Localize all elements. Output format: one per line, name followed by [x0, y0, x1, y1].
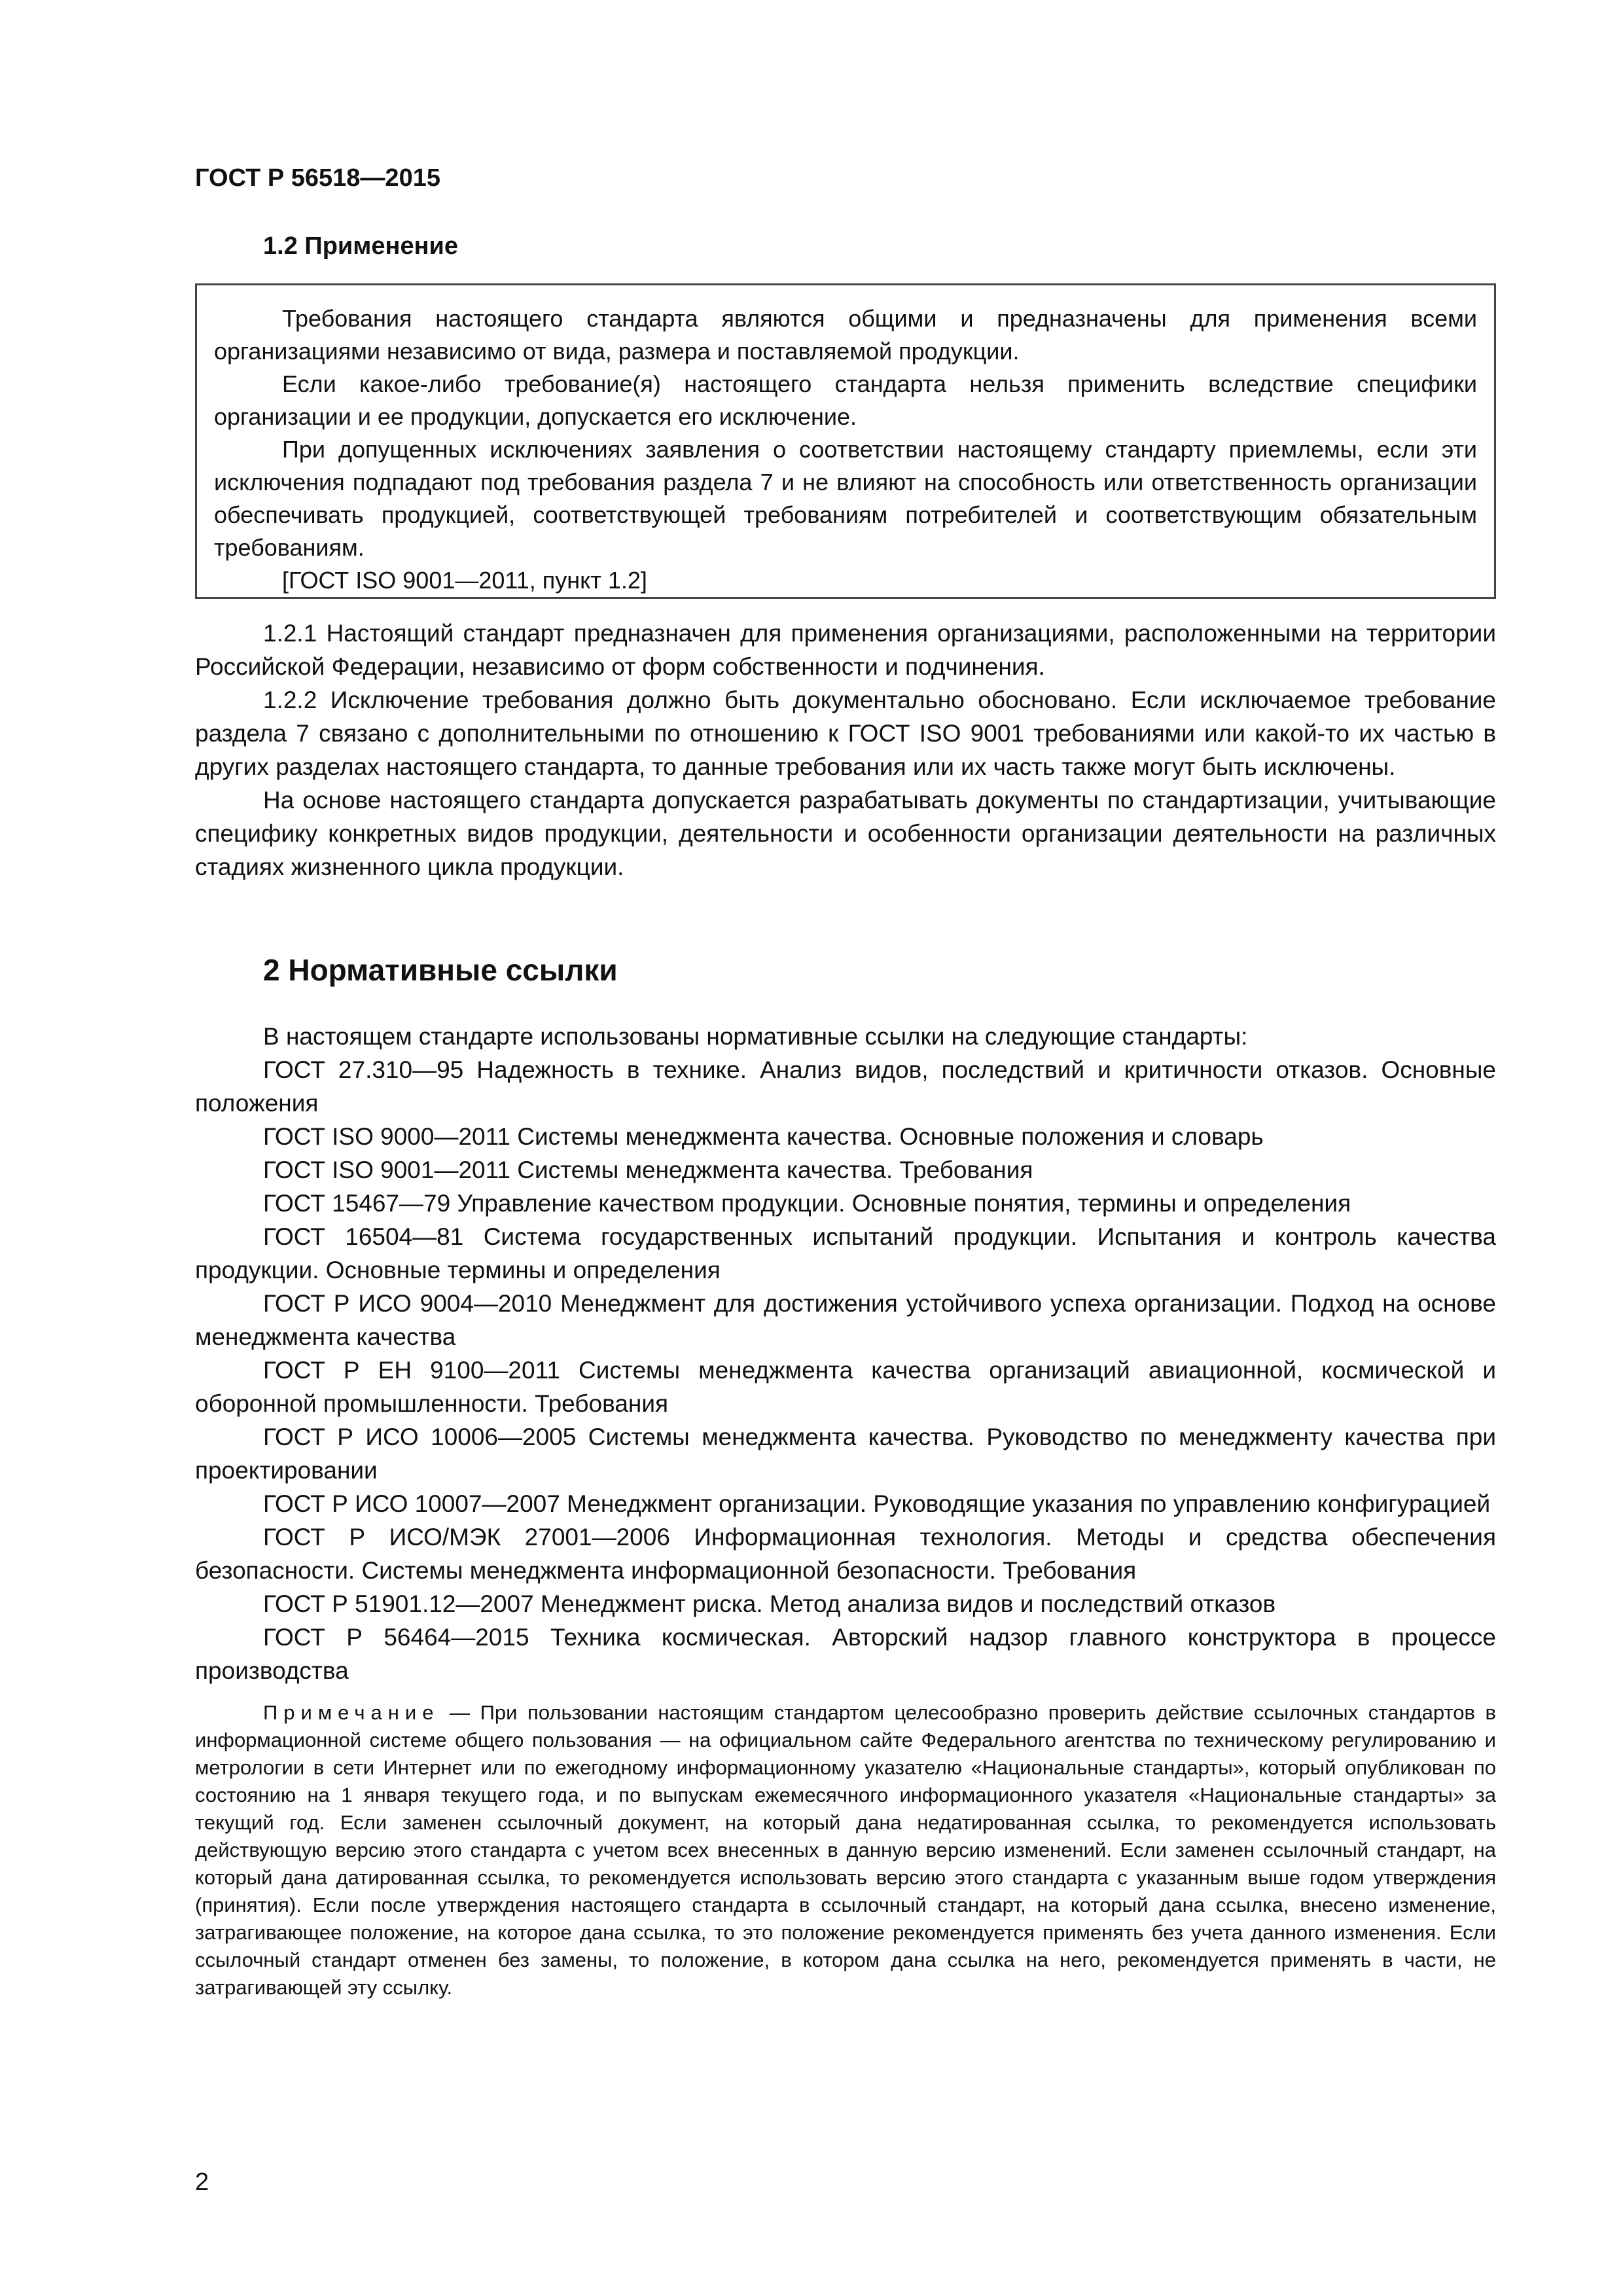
- subsection-1-2-body: [195, 617, 1496, 884]
- section-title-2: 2 Нормативные ссылки: [263, 953, 618, 987]
- body-paragraph: На основе настоящего стандарта допускается разрабатывать документы по стандартизации, учитывающие специфику конкретных видов продукции, деятельности и особенности организации деятельности на различных стадиях жизненного цикла продукции.: [195, 787, 1496, 880]
- references-note: [195, 1699, 1496, 2001]
- reference-item: ГОСТ Р ИСО/МЭК 27001—2006 Информационная технология. Методы и средства обеспечения безопасности. Системы менеджмента информационной безопасности. Требования: [195, 1524, 1496, 1584]
- reference-item: ГОСТ 16504—81 Система государственных испытаний продукции. Испытания и контроль качества продукции. Основные термины и определения: [195, 1223, 1496, 1283]
- reference-item: ГОСТ 15467—79 Управление качеством продукции. Основные понятия, термины и определения: [263, 1190, 1351, 1217]
- reference-item: ГОСТ Р ИСО 10006—2005 Системы менеджмента качества. Руководство по менеджменту качества при проектировании: [195, 1424, 1496, 1484]
- reference-item: ГОСТ Р 51901.12—2007 Менеджмент риска. Метод анализа видов и последствий отказов: [263, 1590, 1276, 1617]
- box-paragraph: Требования настоящего стандарта являются общими и предназначены для применения всеми организациями независимо от вида, размера и поставляемой продукции.: [214, 305, 1477, 365]
- page-number: 2: [195, 2168, 209, 2196]
- quoted-requirements-box: [195, 283, 1496, 599]
- normative-references-list: [195, 1020, 1496, 1687]
- box-paragraph: Если какое-либо требование(я) настоящего стандарта нельзя применить вследствие специфики организации и ее продукции, допускается его исключение.: [214, 370, 1477, 430]
- note-text: — При пользовании настоящим стандартом целесообразно проверить действие ссылочных стандартов в информационной системе общего пользования — на официальном сайте Федерального агентства по техническому регулированию и метрологии в сети Интернет или по ежегодному информационному указателю «Национальные стандарты», который опубликован по состоянию на 1 января текущего года, и по выпускам ежемесячного информационного указателя «Национальные стандарты» за текущий год. Если заменен ссылочный документ, на который дана недатированная ссылка, то рекомендуется использовать действующую версию этого стандарта с учетом всех внесенных в данную версию изменений. Если заменен ссылочный стандарт, на который дана датированная ссылка, то рекомендуется использовать версию этого стандарта с указанным выше годом утверждения (принятия). Если после утверждения настоящего стандарта в ссылочный стандарт, на который дана ссылка, внесено изменение, затрагивающее положение, на которое дана ссылка, то это положение рекомендуется применять без учета данного изменения. Если ссылочный стандарт отменен без замены, то положение, в котором дана ссылка на него, рекомендуется применять в части, не затрагивающей эту ссылку.: [195, 1701, 1496, 1999]
- reference-item: ГОСТ Р ИСО 10007—2007 Менеджмент организации. Руководящие указания по управлению конфигурацией: [263, 1490, 1491, 1517]
- clause-1-2-2: 1.2.2 Исключение требования должно быть документально обосновано. Если исключаемое требование раздела 7 связано с дополнительными по отношению к ГОСТ ISO 9001 требованиями или какой-то их частью в других разделах настоящего стандарта, то данные требования или их часть также могут быть исключены.: [195, 687, 1496, 780]
- reference-item: ГОСТ Р ЕН 9100—2011 Системы менеджмента качества организаций авиационной, космической и оборонной промышленности. Требования: [195, 1357, 1496, 1417]
- clause-1-2-1: 1.2.1 Настоящий стандарт предназначен для применения организациями, расположенными на территории Российской Федерации, независимо от форм собственности и подчинения.: [195, 620, 1496, 680]
- note-label: Примечание: [263, 1701, 440, 1724]
- references-intro: В настоящем стандарте использованы нормативные ссылки на следующие стандарты:: [263, 1023, 1248, 1050]
- subsection-title-1-2: 1.2 Применение: [263, 232, 459, 260]
- box-paragraph: При допущенных исключениях заявления о соответствии настоящему стандарту приемлемы, если эти исключения подпадают под требования раздела 7 и не влияют на способность или ответственность организации обеспечивать продукцией, соответствующей требованиям потребителей и соответствующим обязательным требованиям.: [214, 436, 1477, 561]
- reference-item: ГОСТ 27.310—95 Надежность в технике. Анализ видов, последствий и критичности отказов. Основные положения: [195, 1056, 1496, 1117]
- reference-item: ГОСТ Р ИСО 9004—2010 Менеджмент для достижения устойчивого успеха организации. Подход на основе менеджмента качества: [195, 1290, 1496, 1350]
- document-code-header: ГОСТ Р 56518—2015: [195, 164, 440, 192]
- box-source-citation: [ГОСТ ISO 9001—2011, пункт 1.2]: [282, 567, 647, 594]
- reference-item: ГОСТ Р 56464—2015 Техника космическая. Авторский надзор главного конструктора в процессе производства: [195, 1624, 1496, 1684]
- reference-item: ГОСТ ISO 9001—2011 Системы менеджмента качества. Требования: [263, 1157, 1033, 1183]
- reference-item: ГОСТ ISO 9000—2011 Системы менеджмента качества. Основные положения и словарь: [263, 1123, 1264, 1150]
